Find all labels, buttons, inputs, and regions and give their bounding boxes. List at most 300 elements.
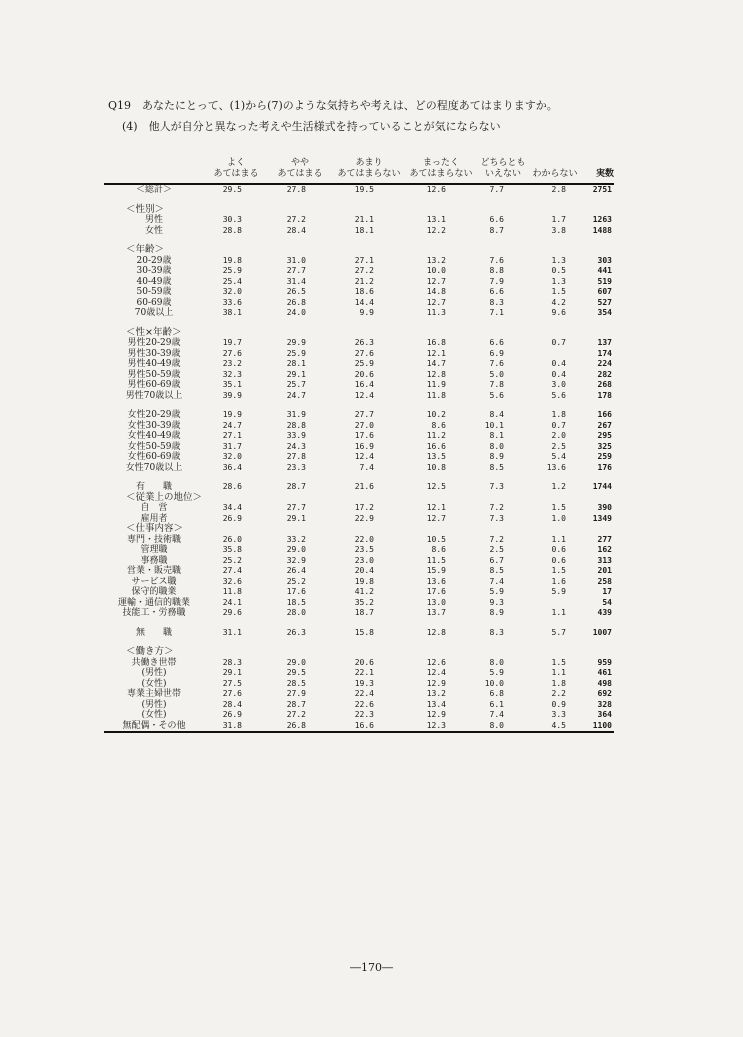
- section-label: ＜性別＞: [126, 203, 165, 215]
- value-cell: 12.4: [354, 390, 374, 400]
- total-cell: 224: [597, 359, 612, 368]
- value-cell: 5.7: [551, 627, 566, 637]
- table-row: [104, 721, 614, 733]
- total-cell: 17: [602, 587, 612, 596]
- section-header-row: [104, 328, 614, 339]
- value-cell: 25.2: [222, 555, 242, 565]
- value-cell: 13.2: [426, 689, 446, 698]
- table-row: [104, 287, 614, 298]
- row-label: 男性60-69歳: [127, 380, 181, 390]
- value-cell: 18.1: [354, 225, 374, 235]
- total-cell: 959: [597, 657, 612, 667]
- section-label: ＜性×年齢＞: [126, 326, 182, 338]
- value-cell: 27.6: [222, 348, 242, 358]
- value-cell: 12.8: [426, 627, 446, 637]
- section-header-row: [104, 205, 614, 216]
- value-cell: 30.3: [222, 215, 242, 224]
- value-cell: 26.4: [286, 566, 306, 575]
- value-cell: 34.4: [222, 503, 242, 512]
- row-label: 女性50-59歳: [127, 441, 181, 452]
- value-cell: 12.9: [426, 678, 446, 688]
- table-row: [104, 380, 614, 391]
- table-row: [104, 679, 614, 690]
- spacer-cell: [104, 619, 614, 628]
- value-cell: 33.6: [222, 297, 242, 307]
- total-cell: 162: [597, 545, 612, 554]
- value-cell: 0.7: [551, 420, 566, 430]
- total-cell: 364: [597, 710, 612, 719]
- header-not-much: あまり あてはまらない: [332, 158, 406, 184]
- value-cell: 28.6: [222, 482, 242, 491]
- value-cell: 0.6: [551, 555, 566, 565]
- table-row: [104, 566, 614, 577]
- spacer-cell: [104, 473, 614, 482]
- header-not-at-all: まったく あてはまらない: [406, 158, 476, 184]
- row-label: 女性20-29歳: [127, 410, 181, 420]
- value-cell: 7.4: [359, 462, 374, 472]
- total-cell: 166: [597, 410, 612, 419]
- row-label: 共働き世帯: [131, 657, 177, 668]
- spacer-row: [104, 401, 614, 410]
- spacer-row: [104, 196, 614, 205]
- table-row: [104, 668, 614, 679]
- value-cell: 28.7: [286, 699, 306, 709]
- value-cell: 32.0: [222, 287, 242, 296]
- value-cell: 13.5: [426, 452, 446, 461]
- value-cell: 26.8: [286, 297, 306, 307]
- value-cell: 22.6: [354, 699, 374, 709]
- table-row: [104, 391, 614, 402]
- value-cell: 25.9: [354, 359, 374, 368]
- value-cell: 29.0: [286, 657, 306, 667]
- value-cell: 9.3: [489, 597, 504, 607]
- value-cell: 18.5: [286, 597, 306, 607]
- value-cell: 19.5: [354, 185, 374, 194]
- row-label: 男性: [144, 215, 163, 225]
- section-header-row: [104, 524, 614, 535]
- value-cell: 1.2: [551, 482, 566, 491]
- row-label: 女性40-49歳: [127, 431, 181, 441]
- value-cell: 8.3: [489, 297, 504, 307]
- total-cell: 390: [597, 503, 612, 512]
- table-row: [104, 266, 614, 277]
- row-label: (女性): [141, 678, 167, 689]
- value-cell: 27.2: [286, 710, 306, 719]
- row-label: 専業主婦世帯: [126, 689, 181, 699]
- value-cell: 13.4: [426, 699, 446, 709]
- value-cell: 14.7: [426, 359, 446, 368]
- header-somewhat: やや あてはまる: [268, 158, 332, 184]
- value-cell: 12.2: [426, 225, 446, 235]
- value-cell: 29.1: [286, 513, 306, 523]
- value-cell: 26.3: [286, 627, 306, 637]
- value-cell: 24.3: [286, 441, 306, 451]
- table-row: [104, 700, 614, 711]
- value-cell: 1.7: [551, 215, 566, 224]
- value-cell: 19.9: [222, 410, 242, 419]
- value-cell: 13.7: [426, 608, 446, 617]
- value-cell: 29.9: [286, 338, 306, 347]
- value-cell: 1.3: [551, 276, 566, 286]
- total-cell: 607: [597, 287, 612, 296]
- table-row: [104, 421, 614, 432]
- value-cell: 27.8: [286, 452, 306, 461]
- value-cell: 14.4: [354, 297, 374, 307]
- total-cell: 692: [597, 689, 612, 698]
- value-cell: 26.3: [354, 338, 374, 347]
- value-cell: 5.9: [551, 587, 566, 596]
- value-cell: 28.8: [286, 420, 306, 430]
- total-cell: 174: [597, 348, 612, 358]
- value-cell: 18.7: [354, 608, 374, 617]
- value-cell: 6.9: [489, 348, 504, 358]
- table-row: [104, 689, 614, 700]
- value-cell: 16.9: [354, 441, 374, 451]
- value-cell: 7.4: [489, 576, 504, 586]
- value-cell: 27.7: [286, 266, 306, 275]
- table-body: [104, 184, 614, 732]
- value-cell: 25.2: [286, 576, 306, 586]
- value-cell: 1.1: [551, 668, 566, 677]
- total-cell: 258: [597, 576, 612, 586]
- row-label: 女性70歳以上: [125, 462, 183, 473]
- value-cell: 27.5: [222, 678, 242, 688]
- value-cell: 19.3: [354, 678, 374, 688]
- value-cell: 12.5: [426, 482, 446, 491]
- value-cell: 29.1: [222, 668, 242, 677]
- value-cell: 27.0: [354, 420, 374, 430]
- value-cell: 12.1: [426, 503, 446, 512]
- value-cell: 8.3: [489, 627, 504, 637]
- table-row: [104, 658, 614, 669]
- value-cell: 21.1: [354, 215, 374, 224]
- value-cell: 21.6: [354, 482, 374, 491]
- section-label: ＜年齢＞: [126, 244, 165, 255]
- value-cell: 12.4: [354, 452, 374, 461]
- value-cell: 25.9: [286, 348, 306, 358]
- row-label: 60-69歳: [136, 297, 172, 308]
- value-cell: 26.9: [222, 710, 242, 719]
- value-cell: 4.2: [551, 297, 566, 307]
- row-label: 無配偶・その他: [104, 721, 204, 733]
- value-cell: 2.0: [551, 431, 566, 440]
- total-cell: 259: [597, 452, 612, 461]
- value-cell: 16.6: [332, 721, 406, 733]
- spacer-cell: [104, 236, 614, 245]
- total-cell: 1263: [592, 215, 612, 224]
- value-cell: 12.7: [426, 513, 446, 523]
- value-cell: 19.7: [222, 338, 242, 347]
- value-cell: 5.9: [489, 587, 504, 596]
- value-cell: 36.4: [222, 462, 242, 472]
- table-row: [104, 463, 614, 474]
- value-cell: 33.9: [286, 431, 306, 440]
- value-cell: 31.4: [286, 276, 306, 286]
- value-cell: 22.3: [354, 710, 374, 719]
- value-cell: 7.7: [489, 185, 504, 194]
- row-label: 保守的職業: [131, 587, 177, 597]
- table-row: [104, 442, 614, 453]
- value-cell: 31.7: [222, 441, 242, 451]
- total-cell: 2751: [592, 185, 612, 194]
- value-cell: 1.1: [551, 608, 566, 617]
- value-cell: 23.2: [222, 359, 242, 368]
- row-label: 無 職: [135, 627, 172, 638]
- value-cell: 27.2: [354, 266, 374, 275]
- row-label: 事務職: [140, 555, 168, 566]
- spacer-row: [104, 473, 614, 482]
- value-cell: 11.9: [426, 380, 446, 389]
- value-cell: 12.1: [426, 348, 446, 358]
- table-row: [104, 277, 614, 288]
- value-cell: 3.3: [551, 710, 566, 719]
- value-cell: 27.2: [286, 215, 306, 224]
- header-total: 実数: [580, 158, 614, 184]
- value-cell: 12.6: [426, 657, 446, 667]
- total-cell: 1007: [592, 627, 612, 637]
- value-cell: 11.8: [222, 587, 242, 596]
- value-cell: 7.3: [489, 482, 504, 491]
- value-cell: 13.2: [426, 255, 446, 265]
- value-cell: 1.8: [551, 410, 566, 419]
- row-label: 男性50-59歳: [127, 369, 181, 380]
- value-cell: 9.9: [359, 308, 374, 317]
- spacer-row: [104, 638, 614, 647]
- value-cell: 1.5: [551, 657, 566, 667]
- row-label: 女性30-39歳: [127, 420, 181, 431]
- value-cell: 16.6: [426, 441, 446, 451]
- value-cell: 26.9: [222, 513, 242, 523]
- value-cell: 8.7: [489, 225, 504, 235]
- value-cell: 12.8: [426, 369, 446, 379]
- row-label: (男性): [141, 668, 167, 678]
- value-cell: 28.4: [286, 225, 306, 235]
- total-cell: 498: [597, 678, 612, 688]
- value-cell: 1.3: [551, 255, 566, 265]
- value-cell: 24.0: [286, 308, 306, 317]
- value-cell: 27.7: [286, 503, 306, 512]
- value-cell: 28.0: [286, 608, 306, 617]
- value-cell: 0.6: [551, 545, 566, 554]
- value-cell: 20.6: [354, 657, 374, 667]
- table-header-row: [104, 158, 614, 184]
- row-label: 40-49歳: [136, 276, 172, 287]
- table-row: [104, 482, 614, 493]
- total-cell: 1349: [592, 513, 612, 523]
- value-cell: 12.7: [426, 276, 446, 286]
- value-cell: 27.8: [286, 185, 306, 194]
- value-cell: 29.6: [222, 608, 242, 617]
- value-cell: 11.3: [426, 308, 446, 317]
- page-number: ―170―: [350, 961, 393, 974]
- row-label: 男性30-39歳: [127, 348, 181, 359]
- total-cell: 527: [597, 297, 612, 307]
- value-cell: 12.6: [426, 185, 446, 194]
- value-cell: 10.8: [426, 462, 446, 472]
- table-row: [104, 308, 614, 319]
- value-cell: 7.3: [489, 513, 504, 523]
- section-label: ＜従業上の地位＞: [126, 491, 203, 503]
- value-cell: 5.4: [551, 452, 566, 461]
- table-row: [104, 608, 614, 619]
- total-cell: 303: [597, 255, 612, 265]
- value-cell: 12.4: [426, 668, 446, 677]
- value-cell: 10.2: [426, 410, 446, 419]
- value-cell: 26.8: [268, 721, 332, 733]
- value-cell: 2.8: [551, 185, 566, 194]
- value-cell: 17.6: [426, 587, 446, 596]
- row-label: 技能工・労務職: [122, 608, 186, 618]
- row-label: 男性20-29歳: [127, 338, 181, 348]
- value-cell: 38.1: [222, 308, 242, 317]
- value-cell: 11.5: [426, 555, 446, 565]
- value-cell: 6.6: [489, 215, 504, 224]
- row-label: 自 営: [140, 503, 168, 513]
- total-cell: 441: [597, 266, 612, 275]
- table-row: [104, 184, 614, 196]
- row-label: (男性): [141, 699, 167, 710]
- row-label: 女性: [144, 225, 163, 236]
- total-cell: 176: [597, 462, 612, 472]
- table-row: [104, 710, 614, 721]
- value-cell: 39.9: [222, 390, 242, 400]
- value-cell: 11.8: [426, 390, 446, 400]
- row-label: (女性): [141, 710, 167, 720]
- value-cell: 25.4: [222, 276, 242, 286]
- row-label: 運輸・通信的職業: [117, 597, 190, 608]
- value-cell: 32.9: [286, 555, 306, 565]
- table-row: [104, 503, 614, 514]
- value-cell: 7.6: [489, 359, 504, 368]
- survey-table: [104, 158, 614, 733]
- value-cell: 5.9: [489, 668, 504, 677]
- value-cell: 8.9: [489, 452, 504, 461]
- value-cell: 10.5: [426, 534, 446, 544]
- total-cell: 313: [597, 555, 612, 565]
- total-cell: 178: [597, 390, 612, 400]
- value-cell: 6.8: [489, 689, 504, 698]
- value-cell: 5.0: [489, 369, 504, 379]
- value-cell: 6.7: [489, 555, 504, 565]
- value-cell: 3.8: [551, 225, 566, 235]
- header-neither: どちらとも いえない: [476, 158, 530, 184]
- value-cell: 1.5: [551, 503, 566, 512]
- value-cell: 29.0: [286, 545, 306, 554]
- value-cell: 20.6: [354, 369, 374, 379]
- section-header-row: [104, 493, 614, 504]
- table-row: [104, 577, 614, 588]
- value-cell: 13.6: [426, 576, 446, 586]
- value-cell: 28.7: [286, 482, 306, 491]
- value-cell: 31.0: [286, 255, 306, 265]
- value-cell: 33.2: [286, 534, 306, 544]
- subquestion-text: (4) 他人が自分と異なった考えや生活様式を持っていることが気にならない: [122, 120, 501, 133]
- value-cell: 29.5: [286, 668, 306, 677]
- value-cell: 7.6: [489, 255, 504, 265]
- value-cell: 32.0: [222, 452, 242, 461]
- value-cell: 13.1: [426, 215, 446, 224]
- table-row: [104, 410, 614, 421]
- row-label: 女性60-69歳: [127, 452, 181, 462]
- value-cell: 10.0: [484, 678, 504, 688]
- header-label-cell: [104, 158, 204, 184]
- value-cell: 5.6: [489, 390, 504, 400]
- value-cell: 7.2: [489, 503, 504, 512]
- table-row: [104, 370, 614, 381]
- spacer-row: [104, 619, 614, 628]
- value-cell: 0.7: [551, 338, 566, 347]
- value-cell: 8.5: [489, 566, 504, 575]
- value-cell: 35.8: [222, 545, 242, 554]
- total-cell: 277: [597, 534, 612, 544]
- value-cell: 26.0: [222, 534, 242, 544]
- section-header-row: [104, 245, 614, 256]
- total-cell: 267: [597, 420, 612, 430]
- row-label: 男性70歳以上: [125, 390, 183, 401]
- value-cell: 20.4: [354, 566, 374, 575]
- value-cell: 35.2: [354, 597, 374, 607]
- total-cell: 137: [597, 338, 612, 347]
- row-label: 30-39歳: [136, 266, 172, 276]
- table-row: [104, 338, 614, 349]
- total-cell: 354: [597, 308, 612, 317]
- value-cell: 0.4: [551, 369, 566, 379]
- value-cell: 6.1: [489, 699, 504, 709]
- value-cell: 13.0: [426, 597, 446, 607]
- value-cell: 17.2: [354, 503, 374, 512]
- row-label: 管理職: [140, 545, 168, 555]
- spacer-row: [104, 236, 614, 245]
- value-cell: 7.1: [489, 308, 504, 317]
- value-cell: 8.1: [489, 431, 504, 440]
- value-cell: 1.0: [551, 513, 566, 523]
- value-cell: 22.4: [354, 689, 374, 698]
- value-cell: 24.7: [286, 390, 306, 400]
- value-cell: 35.1: [222, 380, 242, 389]
- value-cell: 13.6: [546, 462, 566, 472]
- row-label: 20-29歳: [136, 255, 172, 266]
- value-cell: 16.8: [426, 338, 446, 347]
- total-cell: 268: [597, 380, 612, 389]
- value-cell: 26.5: [286, 287, 306, 296]
- value-cell: 31.9: [286, 410, 306, 419]
- total-cell: 54: [602, 597, 612, 607]
- value-cell: 22.0: [354, 534, 374, 544]
- value-cell: 23.5: [354, 545, 374, 554]
- section-header-row: [104, 647, 614, 658]
- table-row: [104, 545, 614, 556]
- total-cell: 328: [597, 699, 612, 709]
- spacer-cell: [104, 638, 614, 647]
- value-cell: 7.9: [489, 276, 504, 286]
- total-cell: 1488: [592, 225, 612, 235]
- value-cell: 28.5: [286, 678, 306, 688]
- value-cell: 4.5: [530, 721, 580, 733]
- value-cell: 1.5: [551, 287, 566, 296]
- value-cell: 24.7: [222, 420, 242, 430]
- table-row: [104, 431, 614, 442]
- value-cell: 31.1: [222, 627, 242, 637]
- value-cell: 15.9: [426, 566, 446, 575]
- value-cell: 17.6: [354, 431, 374, 440]
- row-label: 専門・技術職: [126, 534, 181, 545]
- total-cell: 282: [597, 369, 612, 379]
- value-cell: 22.1: [354, 668, 374, 677]
- table-row: [104, 556, 614, 567]
- value-cell: 6.6: [489, 287, 504, 296]
- value-cell: 19.8: [354, 576, 374, 586]
- value-cell: 11.2: [426, 431, 446, 440]
